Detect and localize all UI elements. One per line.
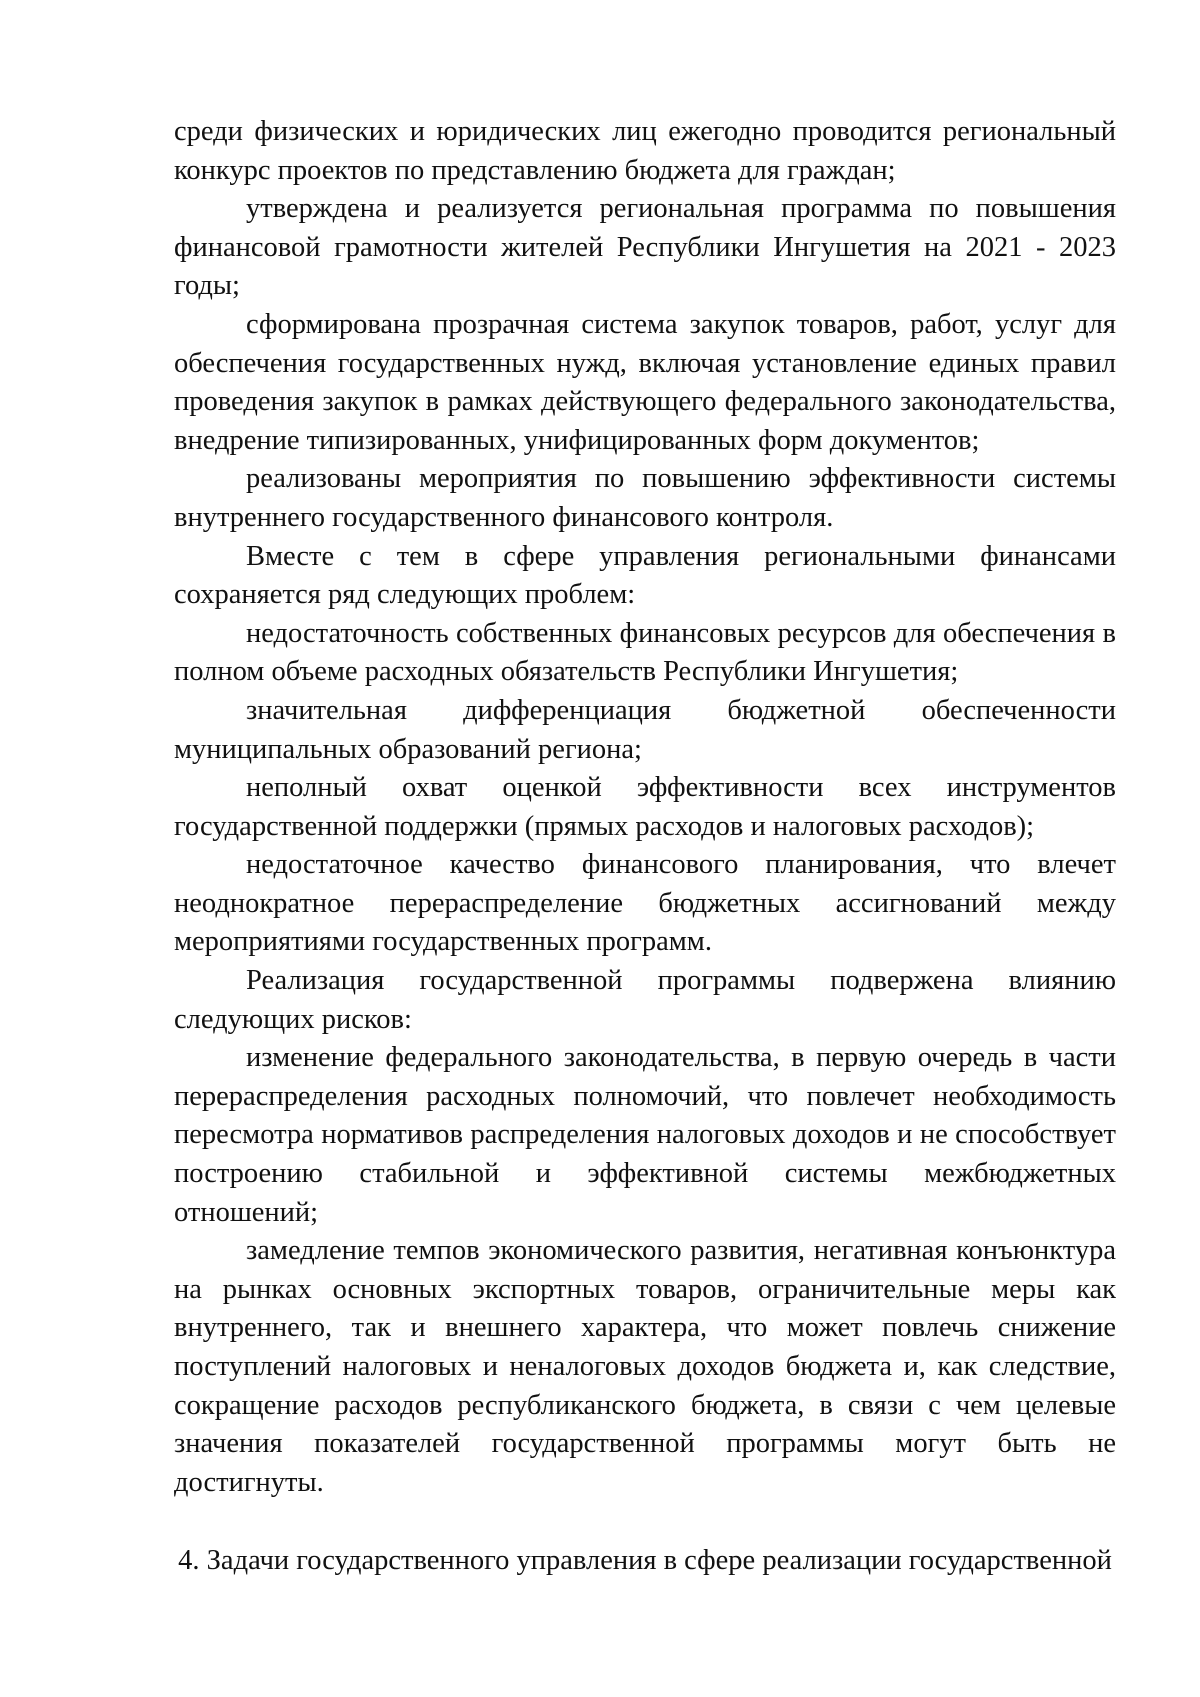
paragraph-problem-own-resources: недостаточность собственных финансовых ресурсов для обеспечения в полном объеме расходных обязательств Республики Ингушетия; [174, 617, 1116, 688]
paragraph-problem-efficiency-assessment: неполный охват оценкой эффективности всех инструментов государственной поддержки (прямых расходов и налоговых расходов); [174, 772, 1116, 842]
paragraph-risk-legislation: изменение федерального законодательства, в первую очередь в части перераспределения расходных полномочий, что повлечет необходимость пересмотра нормативов распределения налоговых доходов и не способствует построению стабильной и эффективной системы межбюджетных отношений; [174, 1042, 1116, 1228]
paragraph-problems-intro: Вместе с тем в сфере управления региональными финансами сохраняется ряд следующих проблем: [174, 540, 1116, 611]
paragraph-risk-economic-slowdown: замедление темпов экономического развития, негативная конъюнктура на рынках основных экспортных товаров, ограничительные меры как внутреннего, так и внешнего характера, что может повлечь снижение поступлений налоговых и неналоговых доходов бюджета и, как следствие, сокращение расходов республиканского бюджета, в связи с чем целевые значения показателей государственной программы могут быть не достигнуты. [174, 1235, 1116, 1498]
paragraph-citizens-budget-contest: среди физических и юридических лиц ежегодно проводится региональный конкурс проектов по представлению бюджета для граждан; [174, 116, 1116, 186]
paragraph-financial-literacy-program: утверждена и реализуется региональная программа по повышения финансовой грамотности жителей Республики Ингушетия на 2021 - 2023 годы; [174, 193, 1116, 302]
document-body [174, 113, 1116, 1581]
paragraph-problem-differentiation: значительная дифференциация бюджетной обеспеченности муниципальных образований региона; [174, 694, 1116, 765]
section-heading: 4. Задачи государственного управления в сфере реализации государственной [178, 1545, 1112, 1577]
paragraph-problem-planning-quality: недостаточное качество финансового планирования, что влечет неоднократное перераспределение бюджетных ассигнований между мероприятиями государственных программ. [174, 849, 1116, 958]
paragraph-risks-intro: Реализация государственной программы подвержена влиянию следующих рисков: [174, 965, 1116, 1035]
paragraph-procurement-system: сформирована прозрачная система закупок товаров, работ, услуг для обеспечения государственных нужд, включая установление единых правил проведения закупок в рамках действующего федерального законодательства, внедрение типизированных, унифицированных форм документов; [174, 308, 1116, 456]
paragraph-financial-control: реализованы мероприятия по повышению эффективности системы внутреннего государственного финансового контроля. [174, 463, 1116, 533]
